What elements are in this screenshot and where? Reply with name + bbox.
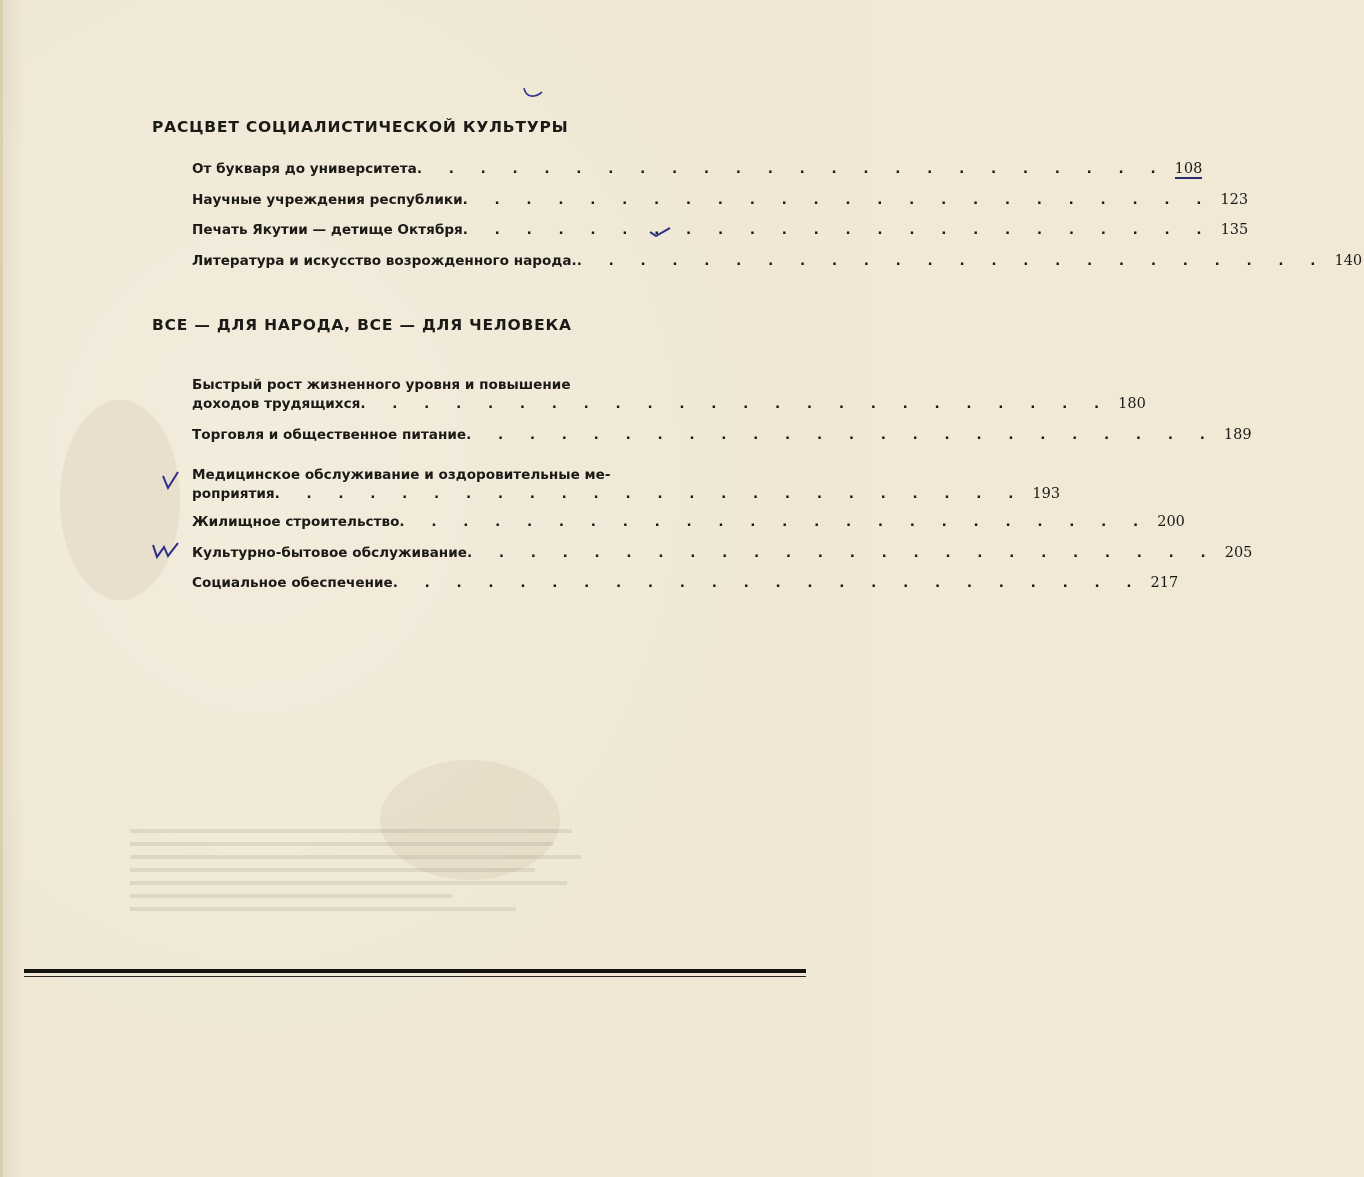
toc-entry-title: Культурно-бытовое обслуживание <box>192 545 467 561</box>
leader-dots: . . . . . . . . . . . . . . . . . . . . . . . . <box>466 545 1217 561</box>
toc-entry[interactable] <box>192 160 1203 179</box>
toc-entry-title-continued: доходов трудящихся <box>192 396 361 412</box>
toc-page-number: 135 <box>1220 222 1249 238</box>
toc-entry[interactable] <box>192 191 1249 210</box>
toc-entry-title: Социальное обеспечение <box>192 575 393 591</box>
pen-checkmark-icon <box>160 470 182 490</box>
toc-entry-title: Быстрый рост жизненного уровня и повышение <box>192 377 571 393</box>
toc-page-number: 205 <box>1224 545 1253 561</box>
page-number-underlined: 108 <box>1174 161 1203 177</box>
paper-stain <box>60 400 180 600</box>
pen-checkmark-icon <box>150 541 180 561</box>
page-left-edge <box>0 0 3 1177</box>
toc-page-number <box>1169 160 1205 179</box>
footer-rule-thin <box>24 976 806 977</box>
toc-page-number: 123 <box>1220 192 1249 208</box>
leader-dots: . . . . . . . . . . . . . . . . . . . . . . . . <box>416 161 1167 177</box>
toc-page-number: 180 <box>1118 396 1146 412</box>
leader-dots: . . . . . . . . . . . . . . . . . . . . . . . . <box>392 575 1143 591</box>
toc-entry-title: От букваря до университета <box>192 161 417 177</box>
toc-page-number: 200 <box>1157 514 1185 530</box>
toc-entry-title: Медицинское обслуживание и оздоровительные ме- <box>192 467 611 483</box>
section-title-culture: РАСЦВЕТ СОЦИАЛИСТИЧЕСКОЙ КУЛЬТУРЫ <box>152 118 569 136</box>
leader-dots: . . . . . . . . . . . . . . . . . . . . . . . . <box>462 192 1213 208</box>
toc-entry-title: Печать Якутии — детище Октября <box>192 222 463 238</box>
toc-entry-title: Литература и искусство возрожденного народа. <box>192 253 577 269</box>
leader-dots: . . . . . . . . . . . . . . . . . . . . . . . . <box>274 486 1025 502</box>
leader-dots: . . . . . . . . . . . . . . . . . . . . . . . . <box>462 222 1213 238</box>
leader-dots: . . . . . . . . . . . . . . . . . . . . . . . . <box>466 427 1216 443</box>
toc-page-number: 140 <box>1334 253 1363 269</box>
leader-dots: . . . . . . . . . . . . . . . . . . . . . . . . <box>576 253 1327 269</box>
toc-entry[interactable] <box>192 513 1185 532</box>
toc-page-number: 193 <box>1032 486 1061 502</box>
footer-rule <box>24 969 806 973</box>
leader-dots: . . . . . . . . . . . . . . . . . . . . . . . . <box>399 514 1150 530</box>
toc-entry[interactable] <box>192 252 1363 271</box>
toc-entry[interactable] <box>192 221 1249 240</box>
bleed-through-text <box>130 820 590 940</box>
toc-entry[interactable] <box>192 574 1179 593</box>
toc-entry-title: Торговля и общественное питание <box>192 427 467 443</box>
section-title-people: ВСЕ — ДЛЯ НАРОДА, ВСЕ — ДЛЯ ЧЕЛОВЕКА <box>152 316 572 334</box>
toc-entry[interactable] <box>192 466 1061 504</box>
toc-entry[interactable] <box>192 544 1253 563</box>
toc-entry-title-continued: роприятия <box>192 486 275 502</box>
leader-dots: . . . . . . . . . . . . . . . . . . . . . . . . <box>360 396 1111 412</box>
pen-checkmark-icon <box>648 224 672 238</box>
toc-page-number: 217 <box>1150 575 1179 591</box>
toc-page-number: 189 <box>1223 427 1252 443</box>
pen-checkmark-icon <box>522 86 544 100</box>
toc-entry-title: Жилищное строительство <box>192 514 400 530</box>
toc-entry[interactable] <box>192 426 1252 445</box>
toc-entry-title: Научные учреждения республики <box>192 192 463 208</box>
toc-entry[interactable] <box>192 376 1146 414</box>
